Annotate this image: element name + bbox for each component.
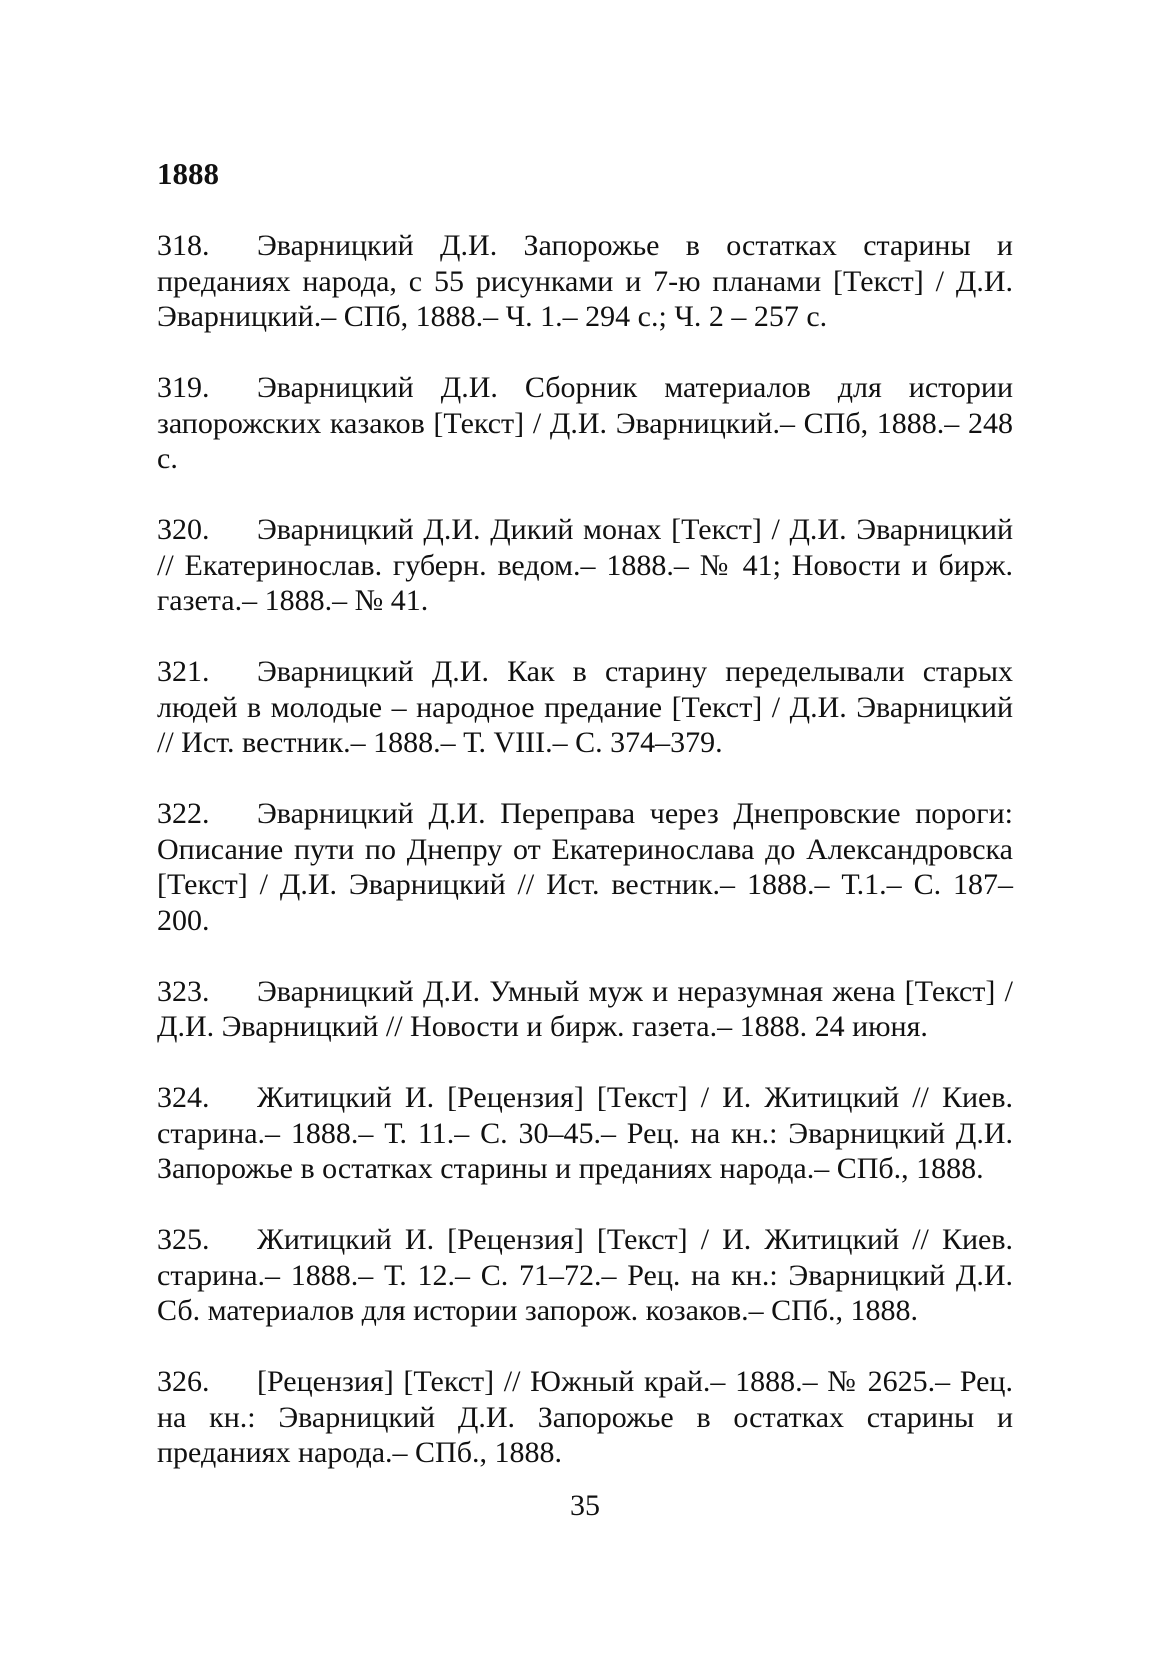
- bibliography-entry: [157, 796, 1013, 938]
- page-number: 35: [570, 1489, 600, 1522]
- entry-text: Житицкий И. [Рецензия] [Текст] / И. Житицкий // Киев. старина.– 1888.– Т. 12.– С. 71–72.– Рец. на кн.: Эварницкий Д.И. Сб. материалов для истории запорож. козаков.– СПб., 1888.: [157, 1223, 1013, 1327]
- entry-text: Эварницкий Д.И. Запорожье в остатках старины и преданиях народа, с 55 рисунками и 7-ю планами [Текст] / Д.И. Эварницкий.– СПб, 1888.– Ч. 1.– 294 с.; Ч. 2 – 257 с.: [157, 229, 1013, 333]
- entry-text: Эварницкий Д.И. Сборник материалов для истории запорожских казаков [Текст] / Д.И. Эварницкий.– СПб, 1888.– 248 с.: [157, 371, 1013, 475]
- bibliography-entry: [157, 228, 1013, 335]
- entry-number: 325.: [157, 1223, 210, 1256]
- entry-number: 321.: [157, 655, 210, 688]
- entry-text: [Рецензия] [Текст] // Южный край.– 1888.– № 2625.– Рец. на кн.: Эварницкий Д.И. Запорожье в остатках старины и преданиях народа.– СПб., 1888.: [157, 1365, 1013, 1469]
- entry-number: 320.: [157, 513, 210, 546]
- entry-number: 323.: [157, 974, 210, 1008]
- entry-text: Эварницкий Д.И. Дикий монах [Текст] / Д.И. Эварницкий // Екатеринослав. губерн. ведом.– 1888.– № 41; Новости и бирж. газета.– 1888.– № 41.: [157, 513, 1013, 617]
- bibliography-entry: [157, 370, 1013, 477]
- entry-number: 324.: [157, 1081, 210, 1114]
- entry-number: 322.: [157, 797, 210, 830]
- bibliography-entry: [157, 1364, 1013, 1471]
- entry-number: 319.: [157, 371, 210, 404]
- entry-number: 326.: [157, 1365, 210, 1398]
- year-heading: 1888: [157, 156, 219, 191]
- bibliography-list: [157, 228, 1013, 1506]
- bibliography-entry: [157, 1222, 1013, 1329]
- bibliography-entry: [157, 974, 1013, 1045]
- entry-text: Эварницкий Д.И. Переправа через Днепровские пороги: Описание пути по Днепру от Екатеринослава до Александровска [Текст] / Д.И. Эварницкий // Ист. вестник.– 1888.– Т.1.– С. 187–200.: [157, 797, 1013, 937]
- entry-text: Житицкий И. [Рецензия] [Текст] / И. Житицкий // Киев. старина.– 1888.– Т. 11.– С. 30–45.– Рец. на кн.: Эварницкий Д.И. Запорожье в остатках старины и преданиях народа.– СПб., 1888.: [157, 1081, 1013, 1185]
- bibliography-entry: [157, 654, 1013, 761]
- bibliography-entry: [157, 512, 1013, 619]
- entry-number: 318.: [157, 229, 210, 262]
- bibliography-entry: [157, 1080, 1013, 1187]
- entry-text: Эварницкий Д.И. Умный муж и неразумная жена [Текст] / Д.И. Эварницкий // Новости и бирж. газета.– 1888. 24 июня.: [157, 974, 1013, 1043]
- entry-text: Эварницкий Д.И. Как в старину переделывали старых людей в молодые – народное предание [Текст] / Д.И. Эварницкий // Ист. вестник.– 1888.– Т. VIII.– С. 374–379.: [157, 655, 1013, 759]
